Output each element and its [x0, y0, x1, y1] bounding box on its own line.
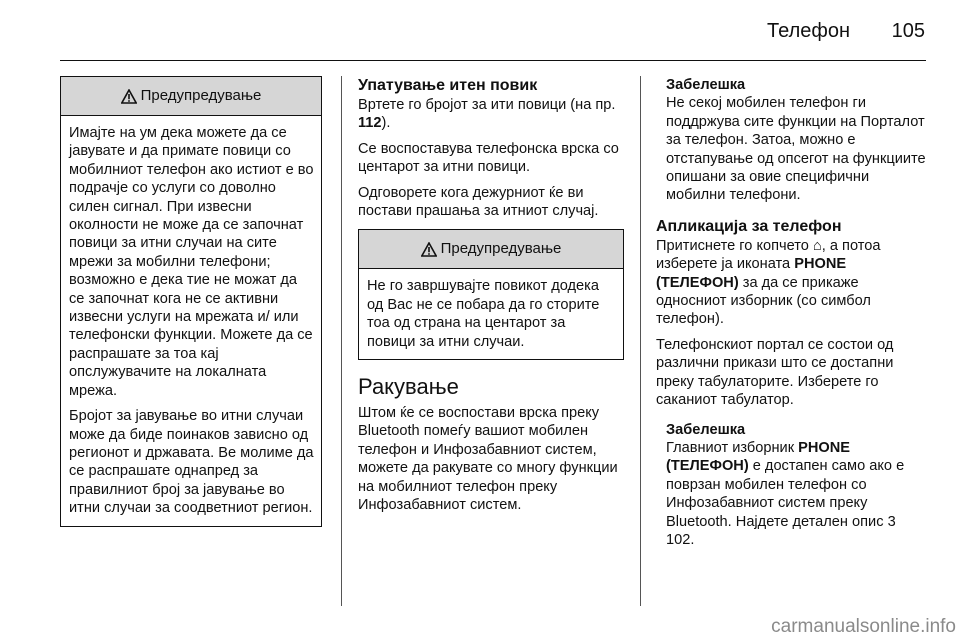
column-3: [656, 76, 928, 559]
text-run: Главниот изборник: [666, 439, 799, 456]
warning-icon: [121, 89, 137, 104]
page-title: Телефон: [767, 20, 850, 42]
paragraph: Штом ќе се воспостави врска преку Bluetooth помеѓу вашиот мобилен телефон и Инфозабавниот систем, можете да ракувате со многу функции на мобилниот телефон преку Инфозабавниот систем.: [358, 405, 618, 514]
note-title: Забелешка: [666, 421, 746, 438]
warning-icon: [421, 242, 437, 257]
column-divider-1: [341, 76, 342, 606]
text-run: Притиснете го копчето: [656, 237, 813, 254]
text-run: , а потоа изберете ја иконата: [656, 237, 881, 273]
watermark: carmanualsonline.info: [771, 616, 956, 637]
section-heading-emergency-call: Упатување итен повик: [358, 77, 538, 94]
warning-paragraph: Бројот за јавување во итни случаи може да биде поинаков зависно од регионот и државата. Ве молиме да се распрашате однапред за правилниот број за јавување во итни случаи за соодветниот регион.: [69, 408, 314, 517]
paragraph: Телефонскиот портал се состои од различни прикази што се достапни преку табулаторите. Изберете го саканиот табулатор.: [656, 336, 894, 409]
header-rule: [60, 60, 926, 61]
warning-header: [61, 77, 321, 116]
paragraph: Одговорете кога дежурниот ќе ви постави прашања за итниот случај.: [358, 184, 599, 220]
column-divider-2: [640, 76, 641, 606]
warning-paragraph: Не го завршувајте повикот додека од Вас не се побара да го сторите тоа од страна на центарот за повици за итни случаи.: [367, 278, 600, 350]
paragraph: Се воспоставува телефонска врска со центарот за итни повици.: [358, 140, 619, 176]
warning-box: [358, 229, 624, 360]
warning-header: [359, 230, 623, 269]
warning-title: Предупредување: [440, 240, 562, 258]
home-icon: ⌂: [812, 237, 822, 254]
note-title: Забелешка: [666, 77, 746, 93]
note-block: [656, 421, 928, 550]
warning-paragraph: Имајте на ум дека можете да се јавувате и да примате повици со мобилниот телефон ако истиот е во подрачје со услуги со доволно силен сигнал. При извесни околности не може да се започнат повици за итни случаи на сите мрежи за мобилни телефони; возможно е дека тие не можат да се започнат кога не се активни извесни услуги на мрежата и/ или телефонски функции. Можете да се распрашате за тоа кај опслужувачите на локалната мрежа.: [69, 125, 314, 399]
warning-box: [60, 76, 322, 527]
emergency-number: 112: [358, 115, 382, 132]
text-run: Вртете го бројот за ити повици (на пр.: [358, 97, 616, 113]
text-run: е достапен само ако е поврзан мобилен телефон со Инфозабавниот систем преку Bluetooth. Најдете детален опис: [666, 458, 905, 530]
page-reference-icon: 3: [887, 513, 896, 530]
note-text: [666, 439, 928, 549]
page-number: 105: [891, 20, 925, 42]
column-1: [60, 76, 322, 527]
paragraph: [656, 237, 928, 329]
warning-body: [359, 269, 623, 359]
warning-body: [61, 116, 321, 526]
warning-title: Предупредување: [140, 86, 262, 104]
phone-label: PHONE (ТЕЛЕФОН): [666, 439, 851, 475]
note-text: Не секој мобилен телефон ги поддржува сите функции на Порталот за телефон. Затоа, можно е отстапување од опсегот на функциите опишани за овие специфични мобилни телефони.: [666, 95, 926, 204]
text-run: ).: [381, 115, 391, 132]
column-2: [358, 76, 624, 522]
chapter-heading-operation: Ракување: [358, 374, 459, 400]
paragraph: [358, 96, 624, 133]
note-block: [656, 76, 928, 205]
phone-label: PHONE (ТЕЛЕФОН): [656, 256, 847, 291]
text-run: за да се прикаже односниот изборник (со симбол телефон).: [656, 274, 871, 328]
section-heading-phone-app: Апликација за телефон: [656, 217, 842, 235]
page-reference: 102.: [666, 531, 695, 548]
